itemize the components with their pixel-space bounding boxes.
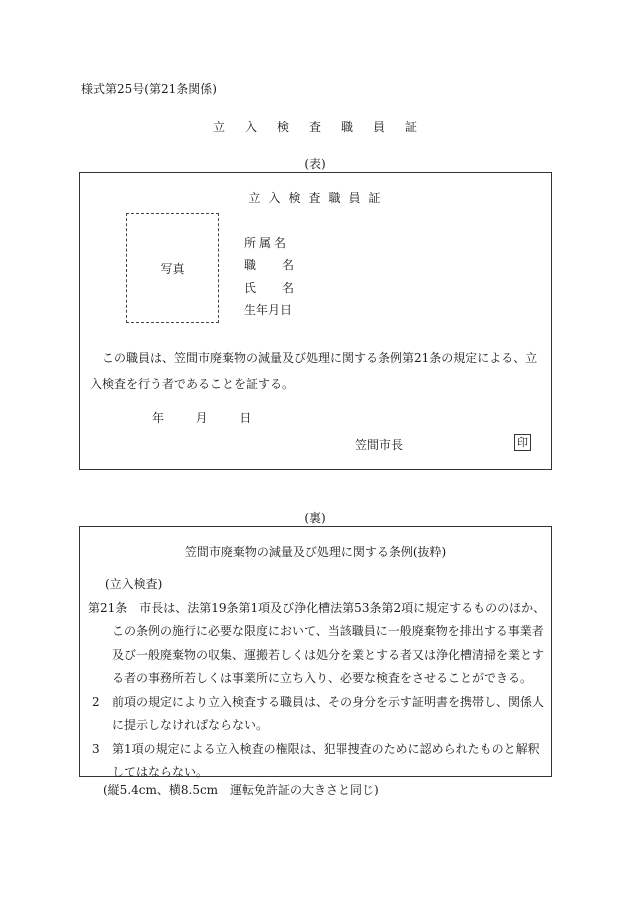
size-note: (縦5.4cm、横8.5cm 運転免許証の大きさと同じ) bbox=[103, 783, 379, 797]
field-birthdate-label: 生年月日 bbox=[244, 303, 293, 317]
photo-label: 写真 bbox=[160, 261, 185, 276]
form-number: 様式第25号(第21条関係) bbox=[81, 82, 217, 96]
article-heading: (立入検査) bbox=[105, 577, 163, 591]
issuer-name: 笠間市長 bbox=[355, 438, 404, 452]
back-side-label: (裏) bbox=[304, 511, 326, 525]
field-name-label: 氏名 bbox=[244, 281, 321, 295]
article-item-2: 2 前項の規定により立入検査する職員は、その身分を示す証明書を携帯し、関係人に提示しなければならない。 bbox=[92, 694, 545, 732]
front-side-label: (表) bbox=[304, 157, 326, 171]
date-month: 月 bbox=[195, 411, 208, 425]
article-item-3: 3 第1項の規定による立入検査の権限は、犯罪捜査のために認められたものと解釈してはならない。 bbox=[92, 741, 540, 779]
card-title: 立入検査職員証 bbox=[248, 191, 389, 205]
seal-mark: 印 bbox=[514, 434, 531, 451]
main-title: 立入検査職員証 bbox=[212, 120, 437, 134]
certification-statement: この職員は、笠間市廃棄物の減量及び処理に関する条例第21条の規定による、立入検査を行う者であることを証する。 bbox=[90, 351, 538, 391]
date-year: 年 bbox=[152, 411, 165, 425]
field-affiliation-label: 所属名 bbox=[244, 236, 290, 250]
back-card bbox=[79, 526, 552, 777]
issue-date bbox=[152, 409, 251, 426]
article-21: 第21条 市長は、法第19条第1項及び浄化槽法第53条第2項に規定するもののほか、この条例の施行に必要な限度において、当該職員に一般廃棄物を排出する事業者及び一般廃棄物の収集、運搬若しくは処分を業とする者又は浄化槽清掃を業とする者の事務所若しくは事業所に立ち入り、必要な検査をさせることができる。 bbox=[88, 600, 546, 685]
front-card bbox=[79, 172, 552, 470]
ordinance-excerpt bbox=[88, 573, 546, 785]
field-position-label: 職名 bbox=[244, 258, 321, 272]
excerpt-title: 笠間市廃棄物の減量及び処理に関する条例(抜粋) bbox=[184, 545, 447, 559]
date-day: 日 bbox=[239, 411, 252, 425]
photo-placeholder bbox=[126, 213, 219, 323]
